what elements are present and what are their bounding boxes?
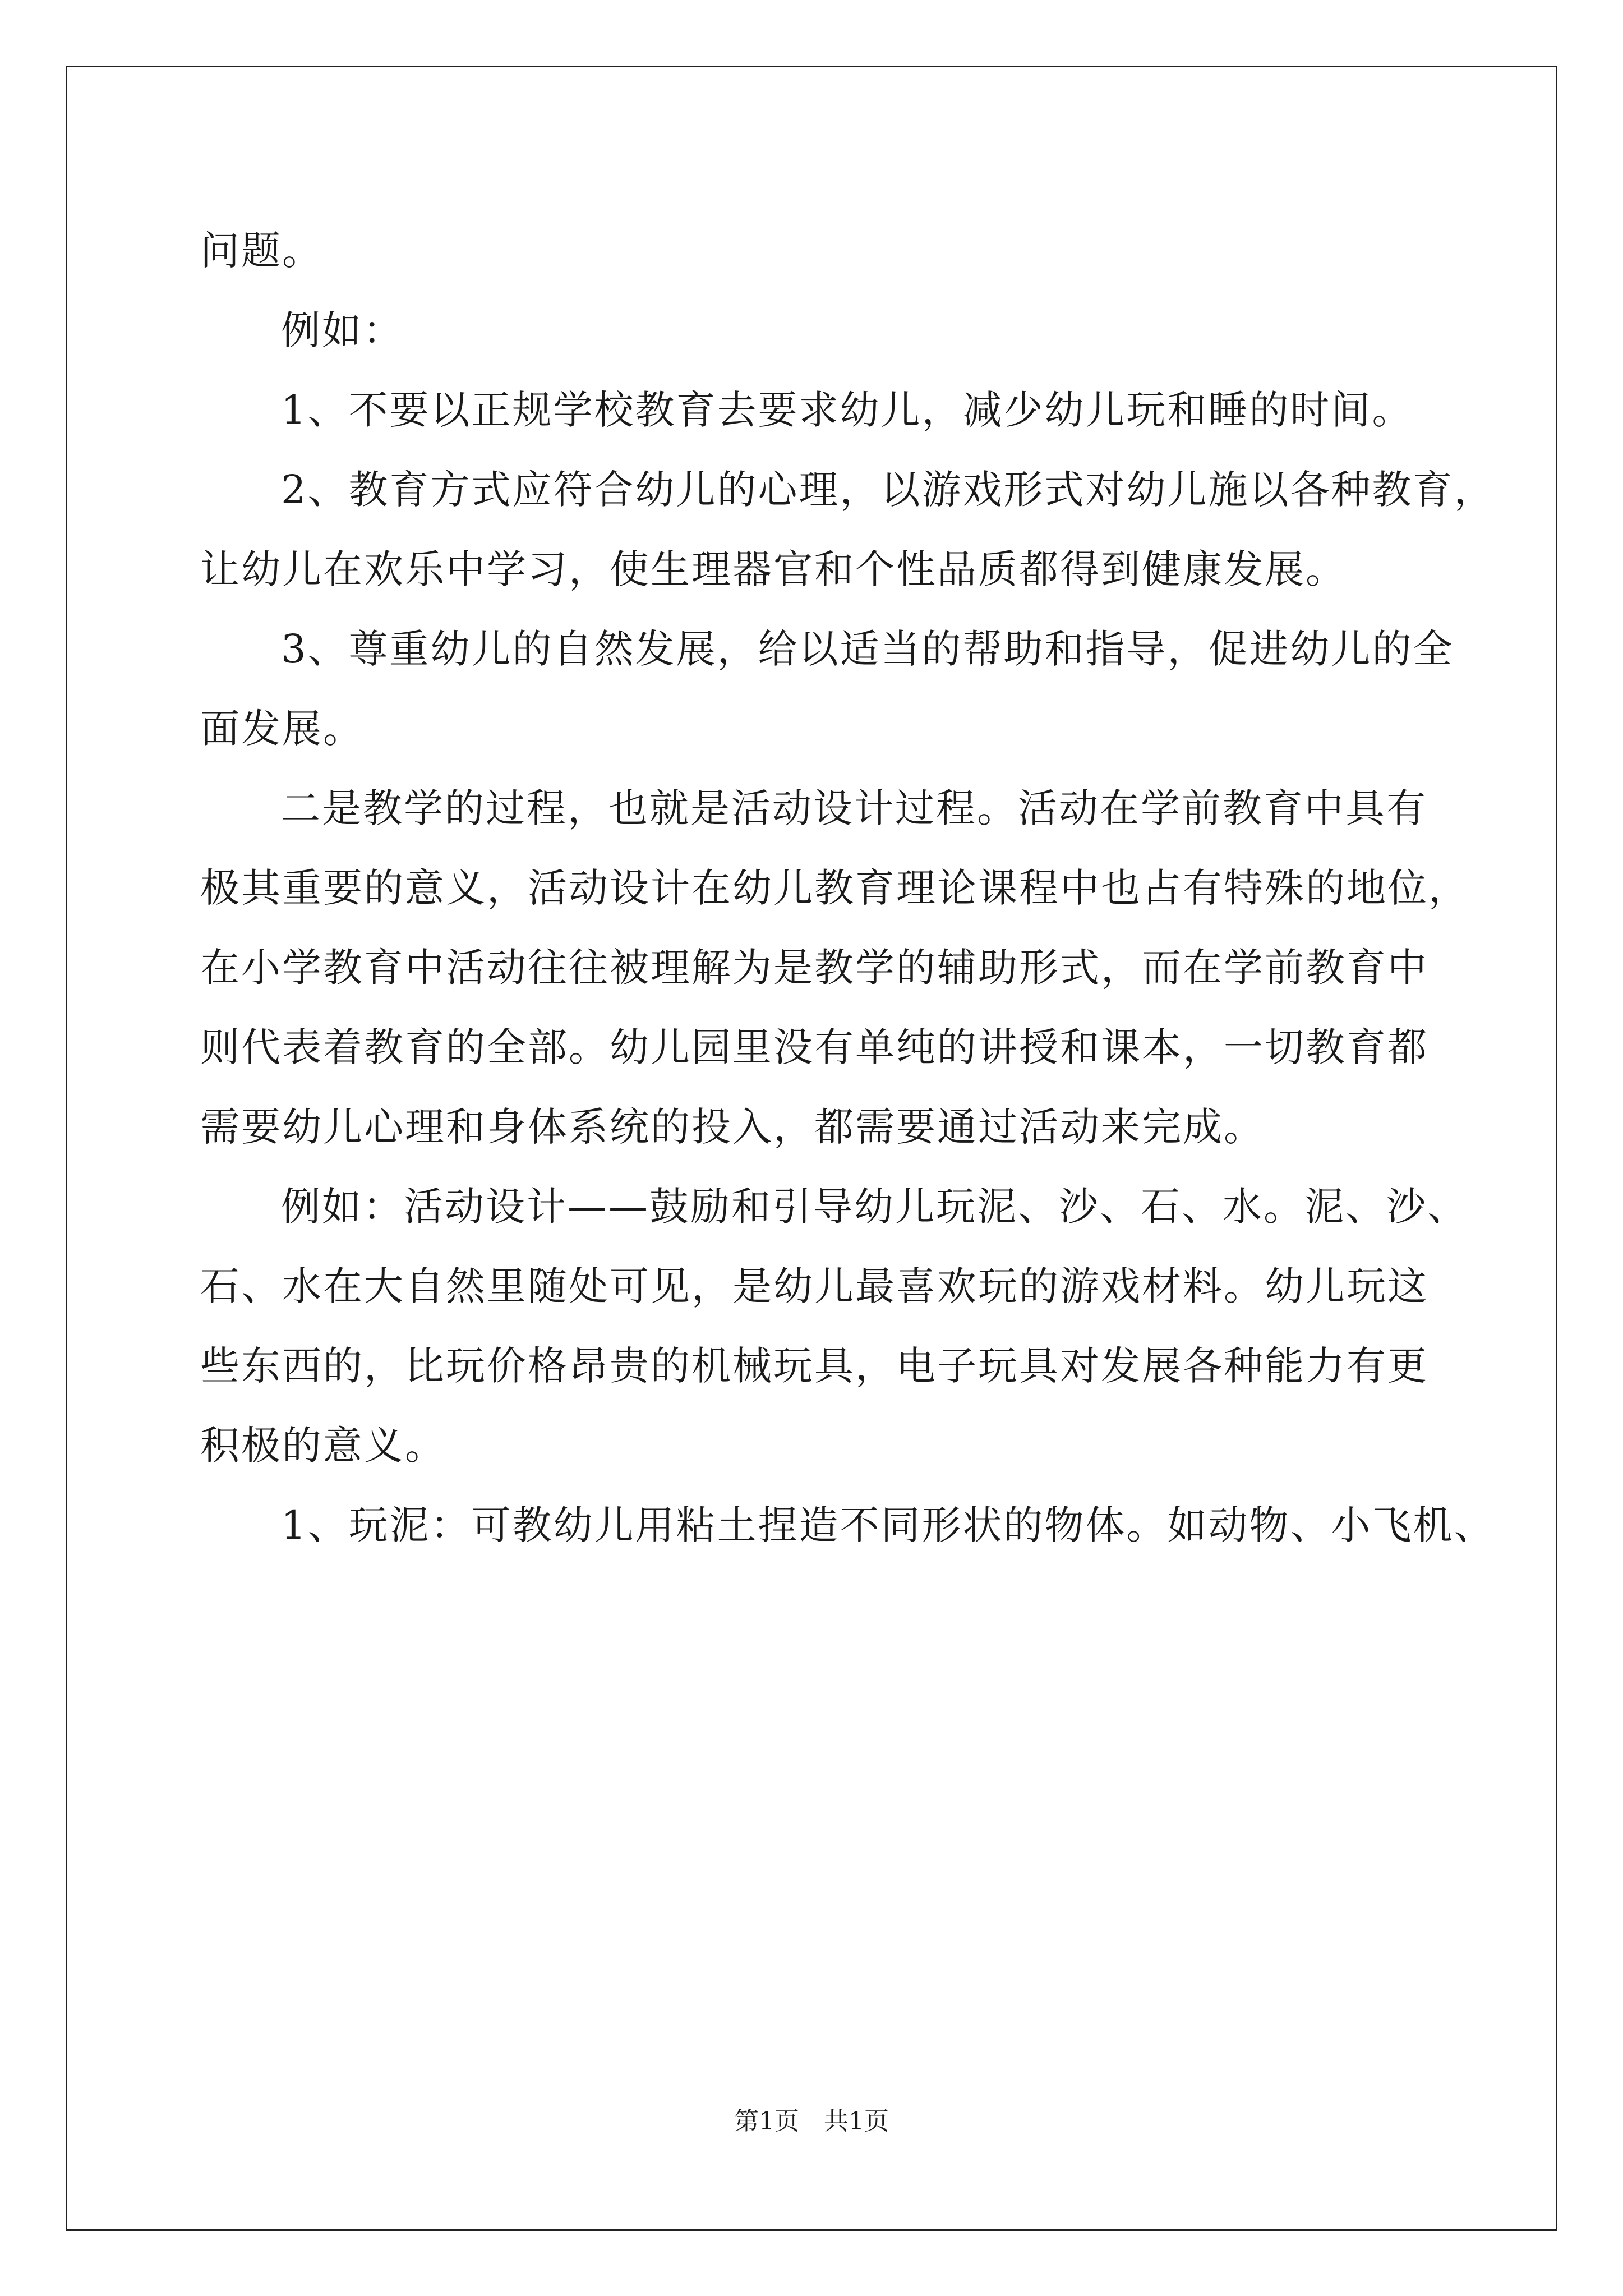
text-line: 1、玩泥：可教幼儿用粘土捏造不同形状的物体。如动物、小飞机、: [281, 1502, 1495, 1548]
document-body: [200, 211, 1495, 1565]
page-number-label: 第1页 共1页: [734, 2107, 889, 2136]
text-line: 问题。: [200, 228, 323, 274]
text-line: 例如：: [281, 307, 404, 353]
text-line: 些东西的，比玩价格昂贵的机械玩具，电子玩具对发展各种能力有更: [200, 1343, 1428, 1389]
text-line: 面发展。: [200, 706, 364, 752]
page-footer: [0, 2105, 1623, 2138]
text-line: 需要幼儿心理和身体系统的投入，都需要通过活动来完成。: [200, 1104, 1265, 1150]
text-line: 让幼儿在欢乐中学习，使生理器官和个性品质都得到健康发展。: [200, 546, 1347, 592]
text-line: 积极的意义。: [200, 1423, 446, 1469]
text-line: 1、不要以正规学校教育去要求幼儿，减少幼儿玩和睡的时间。: [281, 387, 1413, 433]
text-line: 极其重要的意义，活动设计在幼儿教育理论课程中也占有特殊的地位，: [200, 865, 1469, 911]
text-line: 2、教育方式应符合幼儿的心理，以游戏形式对幼儿施以各种教育，: [281, 467, 1495, 513]
text-line: 石、水在大自然里随处可见，是幼儿最喜欢玩的游戏材料。幼儿玩这: [200, 1263, 1428, 1309]
text-line: 二是教学的过程，也就是活动设计过程。活动在学前教育中具有: [281, 785, 1427, 831]
text-line: 则代表着教育的全部。幼儿园里没有单纯的讲授和课本，一切教育都: [200, 1024, 1428, 1070]
text-line: 3、尊重幼儿的自然发展，给以适当的帮助和指导，促进幼儿的全: [281, 626, 1454, 672]
text-line: 在小学教育中活动往往被理解为是教学的辅助形式，而在学前教育中: [200, 945, 1428, 991]
text-line: 例如：活动设计——鼓励和引导幼儿玩泥、沙、石、水。泥、沙、: [281, 1184, 1468, 1230]
